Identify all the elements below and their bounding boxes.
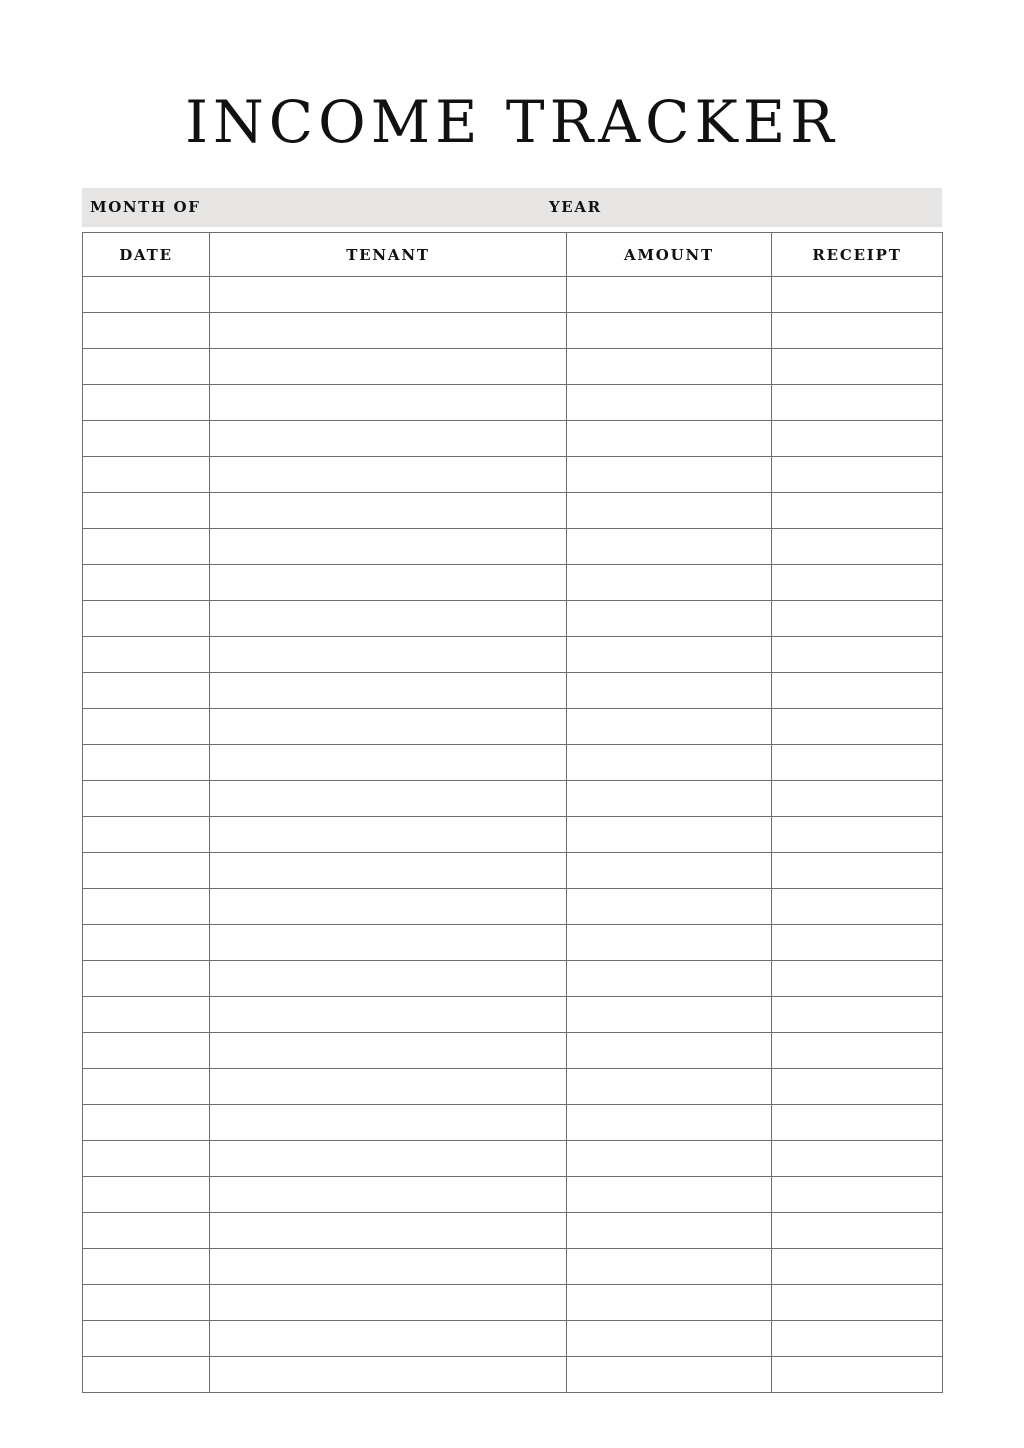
date-cell[interactable] [83, 925, 210, 961]
date-cell[interactable] [83, 457, 210, 493]
date-cell[interactable] [83, 349, 210, 385]
table-body [83, 277, 943, 1393]
table-row [83, 385, 943, 421]
month-year-bar [82, 188, 942, 227]
tenant-cell[interactable] [210, 1321, 567, 1357]
tenant-cell[interactable] [210, 925, 567, 961]
date-cell[interactable] [83, 1033, 210, 1069]
amount-cell[interactable] [567, 601, 772, 637]
receipt-cell[interactable] [772, 1213, 943, 1249]
date-cell[interactable] [83, 565, 210, 601]
amount-cell[interactable] [567, 781, 772, 817]
receipt-cell[interactable] [772, 673, 943, 709]
amount-cell[interactable] [567, 1285, 772, 1321]
receipt-cell[interactable] [772, 1105, 943, 1141]
table-row [83, 745, 943, 781]
date-cell[interactable] [83, 385, 210, 421]
amount-cell[interactable] [567, 925, 772, 961]
table-row [83, 1357, 943, 1393]
table-row [83, 889, 943, 925]
tenant-cell[interactable] [210, 1177, 567, 1213]
date-cell[interactable] [83, 493, 210, 529]
receipt-cell[interactable] [772, 1033, 943, 1069]
receipt-cell[interactable] [772, 385, 943, 421]
column-header-amount: AMOUNT [567, 233, 772, 277]
amount-cell[interactable] [567, 1249, 772, 1285]
tenant-cell[interactable] [210, 745, 567, 781]
receipt-cell[interactable] [772, 817, 943, 853]
amount-cell[interactable] [567, 997, 772, 1033]
tenant-cell[interactable] [210, 349, 567, 385]
year-label: YEAR [549, 198, 602, 216]
income-table-container [82, 232, 942, 1393]
date-cell[interactable] [83, 817, 210, 853]
amount-cell[interactable] [567, 421, 772, 457]
date-cell[interactable] [83, 745, 210, 781]
tenant-cell[interactable] [210, 673, 567, 709]
tenant-cell[interactable] [210, 889, 567, 925]
table-row [83, 781, 943, 817]
date-cell[interactable] [83, 961, 210, 997]
date-cell[interactable] [83, 601, 210, 637]
receipt-cell[interactable] [772, 709, 943, 745]
date-cell[interactable] [83, 853, 210, 889]
receipt-cell[interactable] [772, 1357, 943, 1393]
receipt-cell[interactable] [772, 529, 943, 565]
table-row [83, 457, 943, 493]
date-cell[interactable] [83, 637, 210, 673]
table-row [83, 997, 943, 1033]
receipt-cell[interactable] [772, 889, 943, 925]
table-row [83, 1321, 943, 1357]
amount-cell[interactable] [567, 493, 772, 529]
table-row [83, 709, 943, 745]
table-header-row [83, 233, 943, 277]
amount-cell[interactable] [567, 1141, 772, 1177]
table-row [83, 673, 943, 709]
tenant-cell[interactable] [210, 1357, 567, 1393]
date-cell[interactable] [83, 1213, 210, 1249]
receipt-cell[interactable] [772, 601, 943, 637]
receipt-cell[interactable] [772, 349, 943, 385]
amount-cell[interactable] [567, 673, 772, 709]
tenant-cell[interactable] [210, 709, 567, 745]
page-title: INCOME TRACKER [185, 88, 839, 156]
tenant-cell[interactable] [210, 421, 567, 457]
tenant-cell[interactable] [210, 385, 567, 421]
amount-cell[interactable] [567, 817, 772, 853]
date-cell[interactable] [83, 1069, 210, 1105]
amount-cell[interactable] [567, 385, 772, 421]
date-cell[interactable] [83, 1105, 210, 1141]
receipt-cell[interactable] [772, 277, 943, 313]
date-cell[interactable] [83, 1357, 210, 1393]
receipt-cell[interactable] [772, 745, 943, 781]
date-cell[interactable] [83, 781, 210, 817]
amount-cell[interactable] [567, 1069, 772, 1105]
amount-cell[interactable] [567, 961, 772, 997]
receipt-cell[interactable] [772, 1177, 943, 1213]
amount-cell[interactable] [567, 637, 772, 673]
tenant-cell[interactable] [210, 1249, 567, 1285]
amount-cell[interactable] [567, 1357, 772, 1393]
amount-cell[interactable] [567, 529, 772, 565]
table-row [83, 1141, 943, 1177]
table-row [83, 637, 943, 673]
receipt-cell[interactable] [772, 781, 943, 817]
amount-cell[interactable] [567, 1177, 772, 1213]
receipt-cell[interactable] [772, 853, 943, 889]
table-row [83, 1177, 943, 1213]
table-row [83, 1249, 943, 1285]
amount-cell[interactable] [567, 853, 772, 889]
income-table [82, 232, 943, 1393]
table-row [83, 601, 943, 637]
date-cell[interactable] [83, 277, 210, 313]
tenant-cell[interactable] [210, 781, 567, 817]
date-cell[interactable] [83, 709, 210, 745]
table-row [83, 1285, 943, 1321]
table-row [83, 1069, 943, 1105]
amount-cell[interactable] [567, 277, 772, 313]
tenant-cell[interactable] [210, 529, 567, 565]
date-cell[interactable] [83, 889, 210, 925]
table-row [83, 277, 943, 313]
tenant-cell[interactable] [210, 817, 567, 853]
tenant-cell[interactable] [210, 457, 567, 493]
receipt-cell[interactable] [772, 637, 943, 673]
table-row [83, 565, 943, 601]
tenant-cell[interactable] [210, 1285, 567, 1321]
table-row [83, 493, 943, 529]
table-row [83, 853, 943, 889]
table-row [83, 529, 943, 565]
date-cell[interactable] [83, 1321, 210, 1357]
amount-cell[interactable] [567, 889, 772, 925]
column-header-tenant: TENANT [210, 233, 567, 277]
receipt-cell[interactable] [772, 1321, 943, 1357]
amount-cell[interactable] [567, 1321, 772, 1357]
amount-cell[interactable] [567, 709, 772, 745]
date-cell[interactable] [83, 529, 210, 565]
date-cell[interactable] [83, 1177, 210, 1213]
date-cell[interactable] [83, 1249, 210, 1285]
receipt-cell[interactable] [772, 457, 943, 493]
date-cell[interactable] [83, 421, 210, 457]
receipt-cell[interactable] [772, 1141, 943, 1177]
amount-cell[interactable] [567, 745, 772, 781]
column-header-date: DATE [83, 233, 210, 277]
date-cell[interactable] [83, 1285, 210, 1321]
amount-cell[interactable] [567, 1105, 772, 1141]
tenant-cell[interactable] [210, 493, 567, 529]
date-cell[interactable] [83, 673, 210, 709]
tenant-cell[interactable] [210, 1105, 567, 1141]
receipt-cell[interactable] [772, 1069, 943, 1105]
table-row [83, 961, 943, 997]
tenant-cell[interactable] [210, 637, 567, 673]
receipt-cell[interactable] [772, 997, 943, 1033]
table-row [83, 925, 943, 961]
table-row [83, 1105, 943, 1141]
amount-cell[interactable] [567, 1033, 772, 1069]
column-header-receipt: RECEIPT [772, 233, 943, 277]
receipt-cell[interactable] [772, 925, 943, 961]
tenant-cell[interactable] [210, 313, 567, 349]
tenant-cell[interactable] [210, 1141, 567, 1177]
tenant-cell[interactable] [210, 565, 567, 601]
table-row [83, 817, 943, 853]
tenant-cell[interactable] [210, 1069, 567, 1105]
table-row [83, 1033, 943, 1069]
receipt-cell[interactable] [772, 961, 943, 997]
tenant-cell[interactable] [210, 961, 567, 997]
table-row [83, 1213, 943, 1249]
receipt-cell[interactable] [772, 493, 943, 529]
tenant-cell[interactable] [210, 853, 567, 889]
amount-cell[interactable] [567, 457, 772, 493]
tenant-cell[interactable] [210, 997, 567, 1033]
table-row [83, 421, 943, 457]
table-row [83, 349, 943, 385]
amount-cell[interactable] [567, 565, 772, 601]
receipt-cell[interactable] [772, 421, 943, 457]
tenant-cell[interactable] [210, 277, 567, 313]
tenant-cell[interactable] [210, 601, 567, 637]
receipt-cell[interactable] [772, 1249, 943, 1285]
amount-cell[interactable] [567, 313, 772, 349]
amount-cell[interactable] [567, 349, 772, 385]
date-cell[interactable] [83, 1141, 210, 1177]
date-cell[interactable] [83, 997, 210, 1033]
date-cell[interactable] [83, 313, 210, 349]
receipt-cell[interactable] [772, 313, 943, 349]
table-row [83, 313, 943, 349]
receipt-cell[interactable] [772, 565, 943, 601]
amount-cell[interactable] [567, 1213, 772, 1249]
tenant-cell[interactable] [210, 1033, 567, 1069]
tenant-cell[interactable] [210, 1213, 567, 1249]
receipt-cell[interactable] [772, 1285, 943, 1321]
month-of-label: MONTH OF [90, 198, 201, 216]
